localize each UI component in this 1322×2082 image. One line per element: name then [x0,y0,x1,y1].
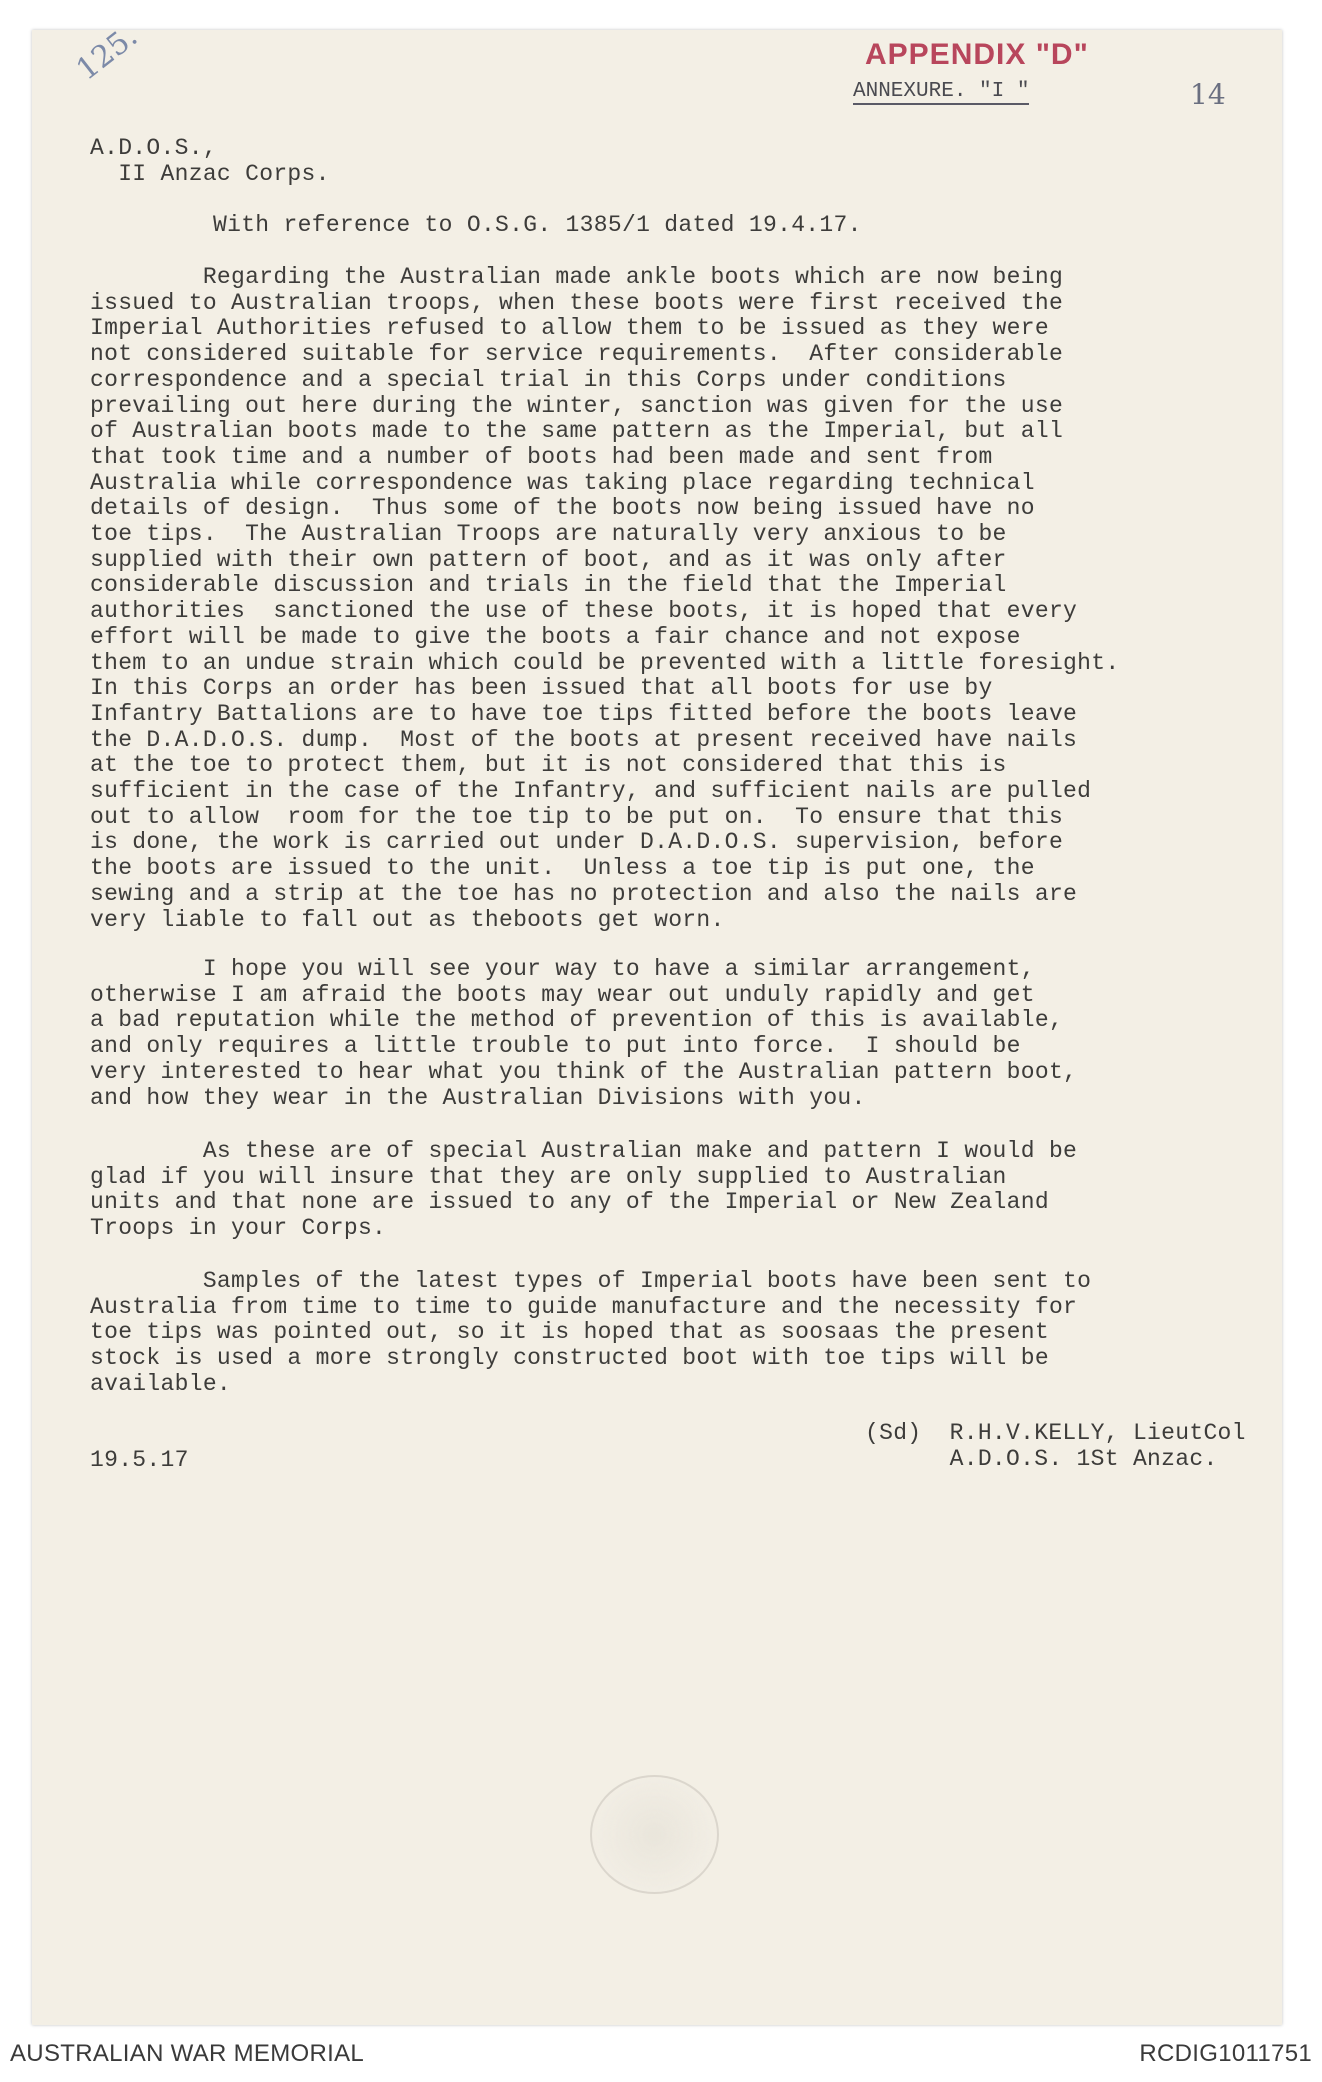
archive-credit: AUSTRALIAN WAR MEMORIAL [10,2040,365,2067]
addressee: A.D.O.S., II Anzac Corps. [90,135,330,187]
signature-block: (Sd) R.H.V.KELLY, LieutCol A.D.O.S. 1St Anzac. [865,1420,1246,1472]
annexure-label: ANNEXURE. "I " [853,80,1030,103]
letter-paragraph: I hope you will see your way to have a similar arrangement, otherwise I am afraid the boots may wear out unduly rapidly and get a bad reputation while the method of prevention of this is available, and only requires a little trouble to put into force. I should be very interested to hear what you think of the Australian pattern boot, and how they wear in the Australian Divisions with you. [90,956,1078,1111]
letter-date: 19.5.17 [90,1447,189,1473]
page-number: 14 [1190,78,1226,111]
letter-paragraph: Regarding the Australian made ankle boots which are now being issued to Australian troops, when these boots were first received the Imperial Authorities refused to allow them to be issued as they were not considered suitable for service requirements. After considerable correspondence and a special trial in this Corps under conditions prevailing out here during the winter, sanction was given for the use of Australian boots made to the same pattern as the Imperial, but all that took time and a number of boots had been made and sent from Australia while correspondence was taking place regarding technical details of design. Thus some of the boots now being issued have no toe tips. The Australian Troops are naturally very anxious to be supplied with their own pattern of boot, and as it was only after considerable discussion and trials in the field that the Imperial authorities sanctioned the use of these boots, it is hoped that every effort will be made to give the boots a fair chance and not expose them to an undue strain which could be prevented with a little foresight. In this Corps an order has been issued that all boots for use by Infantry Battalions are to have toe tips fitted before the boots leave the D.A.D.O.S. dump. Most of the boots at present received have nails at the toe to protect them, but it is not considered that this is sufficient in the case of the Infantry, and sufficient nails are pulled out to allow room for the toe tip to be put on. To ensure that this is done, the work is carried out under D.A.D.O.S. supervision, before the boots are issued to the unit. Unless a toe tip is put one, the sewing and a strip at the toe has no protection and also the nails are very liable to fall out as theboots get worn. [90,264,1120,933]
archive-record-id: RCDIG1011751 [1139,2040,1312,2067]
letter-paragraph: As these are of special Australian make and pattern I would be glad if you will insure that they are only supplied to Australian units and that none are issued to any of the Imperial or New Zealand Troops in your Corps. [90,1138,1078,1242]
folio-number-handwritten: 125. [70,18,145,88]
reference-line: With reference to O.S.G. 1385/1 dated 19.4.17. [213,212,862,238]
appendix-stamp: APPENDIX "D" [865,38,1089,71]
letter-paragraph: Samples of the latest types of Imperial boots have been sent to Australia from time to time to guide manufacture and the necessity for toe tips was pointed out, so it is hoped that as soosaas the present stock is used a more strongly constructed boot with toe tips will be available. [90,1268,1092,1397]
embossed-seal [590,1775,719,1894]
